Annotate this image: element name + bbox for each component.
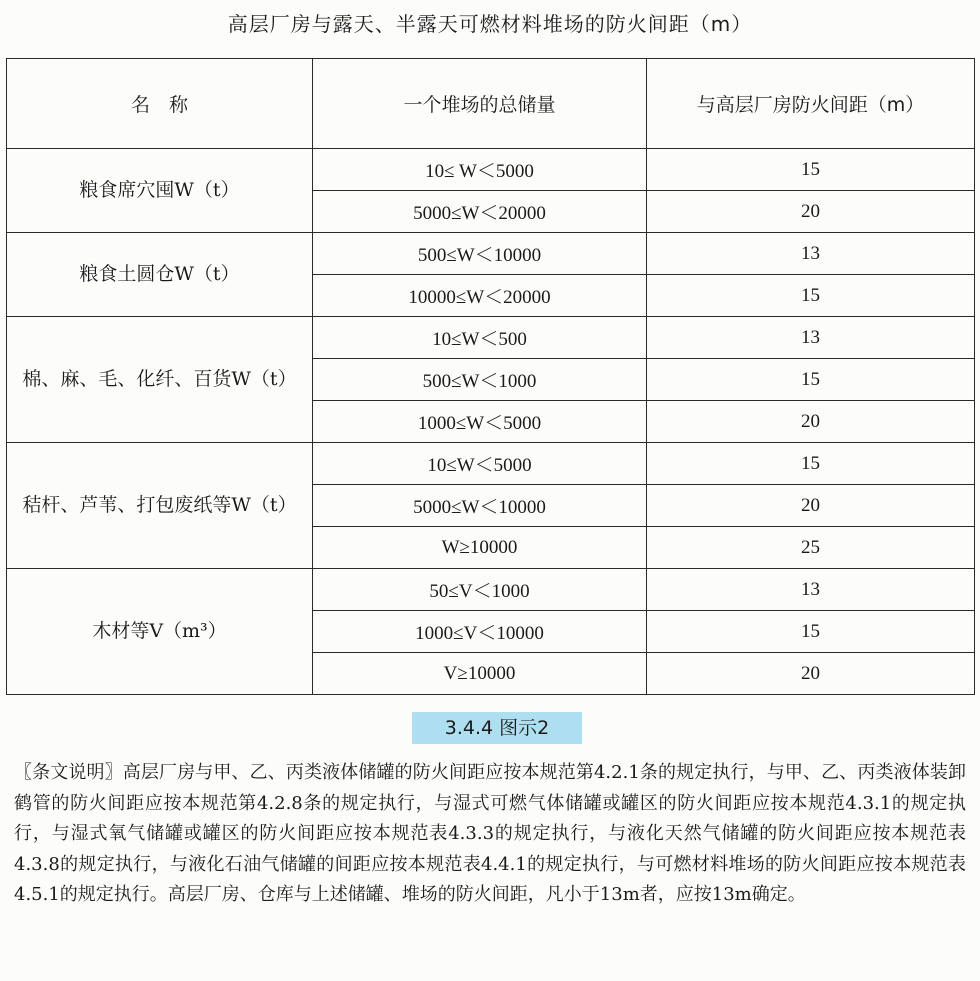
fire-distance: 25 bbox=[647, 527, 975, 569]
storage-quantity: 50≤V＜1000 bbox=[313, 569, 647, 611]
fire-distance: 15 bbox=[647, 275, 975, 317]
storage-quantity: 5000≤W＜20000 bbox=[313, 191, 647, 233]
header-quantity: 一个堆场的总储量 bbox=[313, 59, 647, 149]
material-name: 粮食土圆仓W（t） bbox=[7, 233, 313, 317]
material-name: 棉、麻、毛、化纤、百货W（t） bbox=[7, 317, 313, 443]
storage-quantity: 1000≤V＜10000 bbox=[313, 611, 647, 653]
storage-quantity: 5000≤W＜10000 bbox=[313, 485, 647, 527]
fire-distance: 20 bbox=[647, 653, 975, 695]
fire-distance: 13 bbox=[647, 569, 975, 611]
fire-distance: 20 bbox=[647, 191, 975, 233]
storage-quantity: 10000≤W＜20000 bbox=[313, 275, 647, 317]
fire-distance-table bbox=[6, 58, 975, 695]
table-row bbox=[7, 233, 975, 275]
storage-quantity: 10≤ W＜5000 bbox=[313, 149, 647, 191]
fire-distance: 13 bbox=[647, 317, 975, 359]
storage-quantity: 1000≤W＜5000 bbox=[313, 401, 647, 443]
fire-distance: 15 bbox=[647, 611, 975, 653]
table-row bbox=[7, 443, 975, 485]
table-title: 高层厂房与露天、半露天可燃材料堆场的防火间距（m） bbox=[227, 12, 753, 36]
storage-quantity: V≥10000 bbox=[313, 653, 647, 695]
storage-quantity: W≥10000 bbox=[313, 527, 647, 569]
fire-distance: 15 bbox=[647, 149, 975, 191]
figure-caption: 3.4.4 图示2 bbox=[412, 712, 582, 744]
storage-quantity: 500≤W＜10000 bbox=[313, 233, 647, 275]
table-header-row bbox=[7, 59, 975, 149]
material-name: 粮食席穴囤W（t） bbox=[7, 149, 313, 233]
clause-explanation: 〖条文说明〗高层厂房与甲、乙、丙类液体储罐的防火间距应按本规范第4.2.1条的规定执行，与甲、乙、丙类液体装卸鹤管的防火间距应按本规范第4.2.8条的规定执行，与湿式可燃气体储罐或罐区的防火间距应按本规范4.3.1的规定执行，与湿式氧气储罐或罐区的防火间距应按本规范表4.3.3的规定执行，与液化天然气储罐的防火间距应按本规范表4.3.8的规定执行，与液化石油气储罐的间距应按本规范表4.4.1的规定执行，与可燃材料堆场的防火间距应按本规范表4.5.1的规定执行。高层厂房、仓库与上述储罐、堆场的防火间距，凡小于13m者，应按13m确定。 bbox=[14, 762, 966, 905]
table-row bbox=[7, 149, 975, 191]
storage-quantity: 500≤W＜1000 bbox=[313, 359, 647, 401]
material-name: 秸杆、芦苇、打包废纸等W（t） bbox=[7, 443, 313, 569]
table-row bbox=[7, 569, 975, 611]
fire-distance: 15 bbox=[647, 443, 975, 485]
fire-distance: 20 bbox=[647, 485, 975, 527]
storage-quantity: 10≤W＜500 bbox=[313, 317, 647, 359]
header-distance: 与高层厂房防火间距（m） bbox=[647, 59, 975, 149]
material-name: 木材等V（m³） bbox=[7, 569, 313, 695]
header-name: 名 称 bbox=[7, 59, 313, 149]
storage-quantity: 10≤W＜5000 bbox=[313, 443, 647, 485]
table-row bbox=[7, 317, 975, 359]
fire-distance: 15 bbox=[647, 359, 975, 401]
fire-distance: 20 bbox=[647, 401, 975, 443]
fire-distance: 13 bbox=[647, 233, 975, 275]
